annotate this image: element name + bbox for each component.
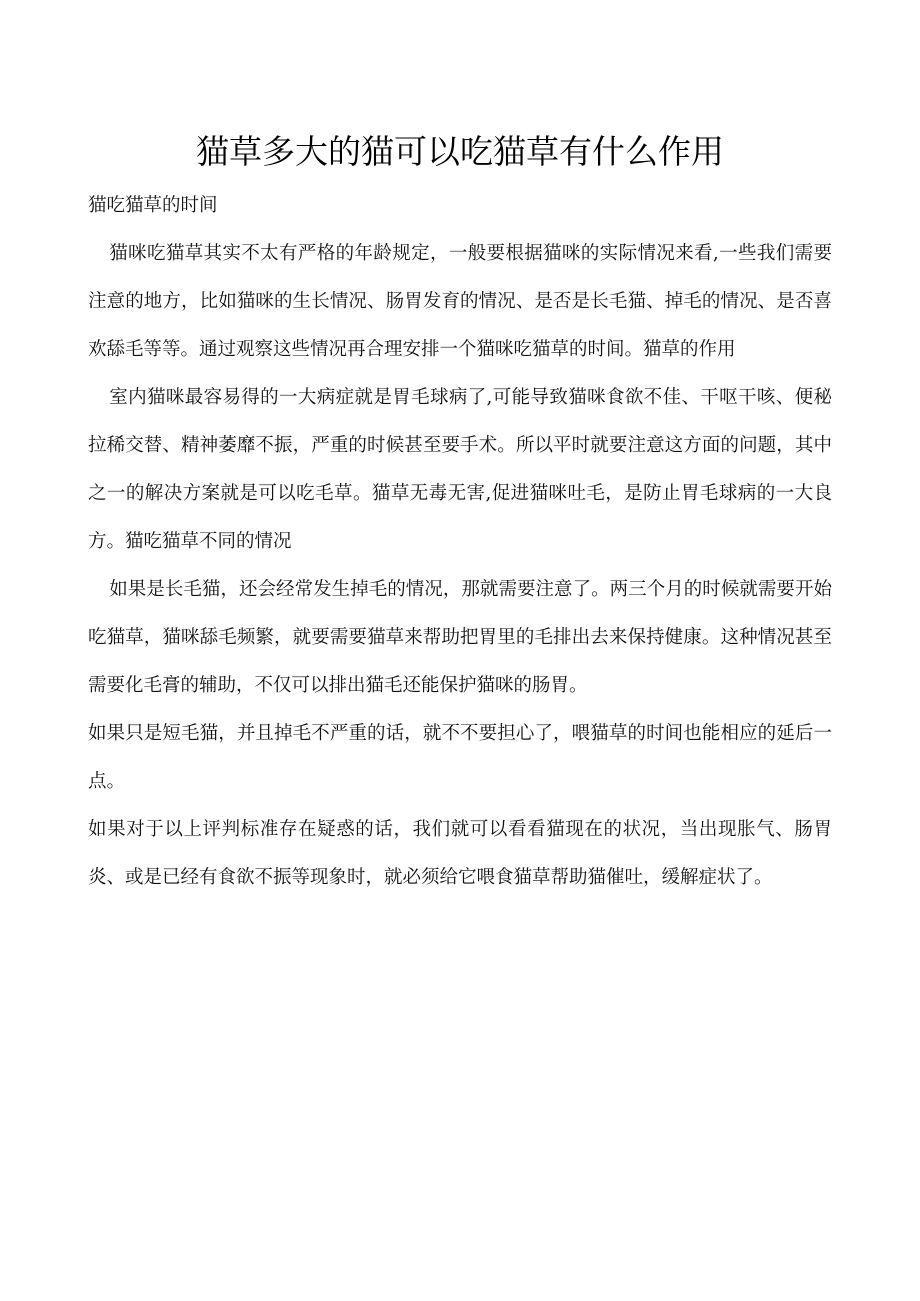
paragraph-long-hair: 如果是长毛猫，还会经常发生掉毛的情况，那就需要注意了。两三个月的时候就需要开始吃猫草，猫咪舔毛频繁，就要需要猫草来帮助把胃里的毛排出去来保持健康。这种情况甚至需要化毛膏的辅助，不仅可以排出猫毛还能保护猫咪的肠胃。 [88, 579, 832, 696]
paragraph-age: 猫咪吃猫草其实不太有严格的年龄规定，一般要根据猫咪的实际情况来看,一些我们需要注意的地方，比如猫咪的生长情况、肠胃发育的情况、是否是长毛猫、掉毛的情况、是否喜欢舔毛等等。通过观察这些情况再合理安排一个猫咪吃猫草的时间。猫草的作用 [88, 243, 832, 360]
document-body [88, 182, 832, 902]
paragraph-short-hair: 如果只是短毛猫，并且掉毛不严重的话，就不不要担心了，喂猫草的时间也能相应的延后一点。 [88, 723, 832, 792]
paragraph-function: 室内猫咪最容易得的一大病症就是胃毛球病了,可能导致猫咪食欲不佳、干呕干咳、便秘拉稀交替、精神萎靡不振，严重的时候甚至要手术。所以平时就要注意这方面的问题，其中之一的解决方案就是可以吃毛草。猫草无毒无害,促进猫咪吐毛，是防止胃毛球病的一大良方。猫吃猫草不同的情况 [88, 387, 832, 552]
paragraph-symptoms: 如果对于以上评判标准存在疑惑的话，我们就可以看看猫现在的状况，当出现胀气、肠胃炎、或是已经有食欲不振等现象时，就必须给它喂食猫草帮助猫催吐，缓解症状了。 [88, 819, 832, 888]
paragraph-heading-time: 猫吃猫草的时间 [88, 195, 218, 216]
page-title: 猫草多大的猫可以吃猫草有什么作用 [196, 132, 724, 171]
